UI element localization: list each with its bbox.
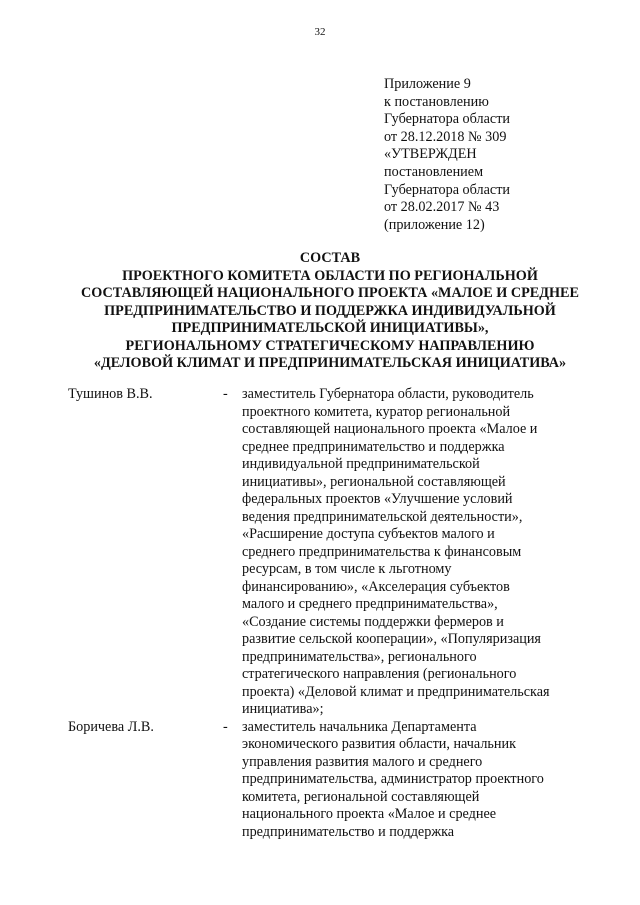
member-role (242, 386, 592, 719)
role-line: предпринимательство и поддержка (242, 823, 455, 840)
title-line: ПРЕДПРИНИМАТЕЛЬСТВО И ПОДДЕРЖКА ИНДИВИДУАЛЬНОЙ (104, 302, 556, 319)
member-name: Боричева Л.В. (68, 718, 154, 735)
appendix-line: от 28.02.2017 № 43 (384, 199, 500, 216)
role-line: предпринимательства», регионального (242, 648, 477, 665)
title-line: ПРОЕКТНОГО КОМИТЕТА ОБЛАСТИ ПО РЕГИОНАЛЬНОЙ (122, 267, 538, 284)
members-list (68, 386, 628, 841)
member-dash: - (223, 718, 228, 735)
appendix-line: от 28.12.2018 № 309 (384, 128, 507, 145)
role-line: экономического развития области, начальник (242, 736, 516, 752)
role-line: федеральных проектов «Улучшение условий (242, 491, 513, 507)
role-line: управления развития малого и среднего (242, 753, 483, 770)
role-line: «Создание системы поддержки фермеров и (242, 613, 504, 630)
role-line: проекта) «Деловой климат и предпринимательская (242, 683, 550, 700)
member-name: Тушинов В.В. (68, 386, 153, 402)
title-line: ПРЕДПРИНИМАТЕЛЬСКОЙ ИНИЦИАТИВЫ», (171, 320, 489, 336)
role-line: ресурсам, в том числе к льготному (242, 561, 452, 577)
role-line: инициативы», региональной составляющей (242, 473, 506, 490)
role-line: проектного комитета, куратор региональной (242, 403, 511, 420)
appendix-line: Губернатора области (384, 111, 510, 128)
appendix-block (384, 76, 624, 234)
role-line: среднее предпринимательство и поддержка (242, 438, 505, 455)
appendix-line: Приложение 9 (384, 76, 471, 92)
role-line: стратегического направления (регионального (242, 666, 517, 682)
role-line: инициатива»; (242, 701, 324, 717)
page-number: 32 (314, 26, 326, 38)
role-line: предпринимательства, администратор проектного (242, 771, 544, 787)
title-line: РЕГИОНАЛЬНОМУ СТРАТЕГИЧЕСКОМУ НАПРАВЛЕНИЮ (125, 337, 535, 354)
role-line: индивидуальной предпринимательской (242, 456, 480, 472)
role-line: «Расширение доступа субъектов малого и (242, 526, 495, 542)
appendix-line: «УТВЕРЖДЕН (384, 146, 477, 163)
appendix-line: постановлением (384, 163, 484, 180)
appendix-line: к постановлению (384, 93, 489, 110)
role-line: составляющей национального проекта «Малое и (242, 421, 538, 437)
role-line: среднего предпринимательства к финансовым (242, 543, 522, 560)
appendix-line: Губернатора области (384, 181, 510, 198)
role-line: развитие сельской кооперации», «Популяризация (242, 631, 541, 647)
role-line: комитета, региональной составляющей (242, 788, 480, 805)
role-line: финансированию», «Акселерация субъектов (242, 578, 510, 595)
document-title (40, 250, 620, 373)
role-line: ведения предпринимательской деятельности», (242, 508, 523, 525)
role-line: заместитель начальника Департамента (242, 718, 477, 735)
member-entry (68, 386, 628, 719)
role-line: малого и среднего предпринимательства», (242, 596, 498, 612)
title-line: СОСТАВ (299, 250, 361, 266)
member-dash: - (223, 386, 228, 402)
title-line: СОСТАВЛЯЮЩЕЙ НАЦИОНАЛЬНОГО ПРОЕКТА «МАЛОЕ И СРЕДНЕЕ (81, 285, 579, 301)
role-line: национального проекта «Малое и среднее (242, 806, 497, 822)
member-role (242, 719, 592, 842)
role-line: заместитель Губернатора области, руководитель (242, 386, 534, 402)
member-entry (68, 719, 628, 842)
appendix-line: (приложение 12) (384, 216, 485, 233)
title-line: «ДЕЛОВОЙ КЛИМАТ И ПРЕДПРИНИМАТЕЛЬСКАЯ ИНИЦИАТИВА» (93, 355, 567, 371)
